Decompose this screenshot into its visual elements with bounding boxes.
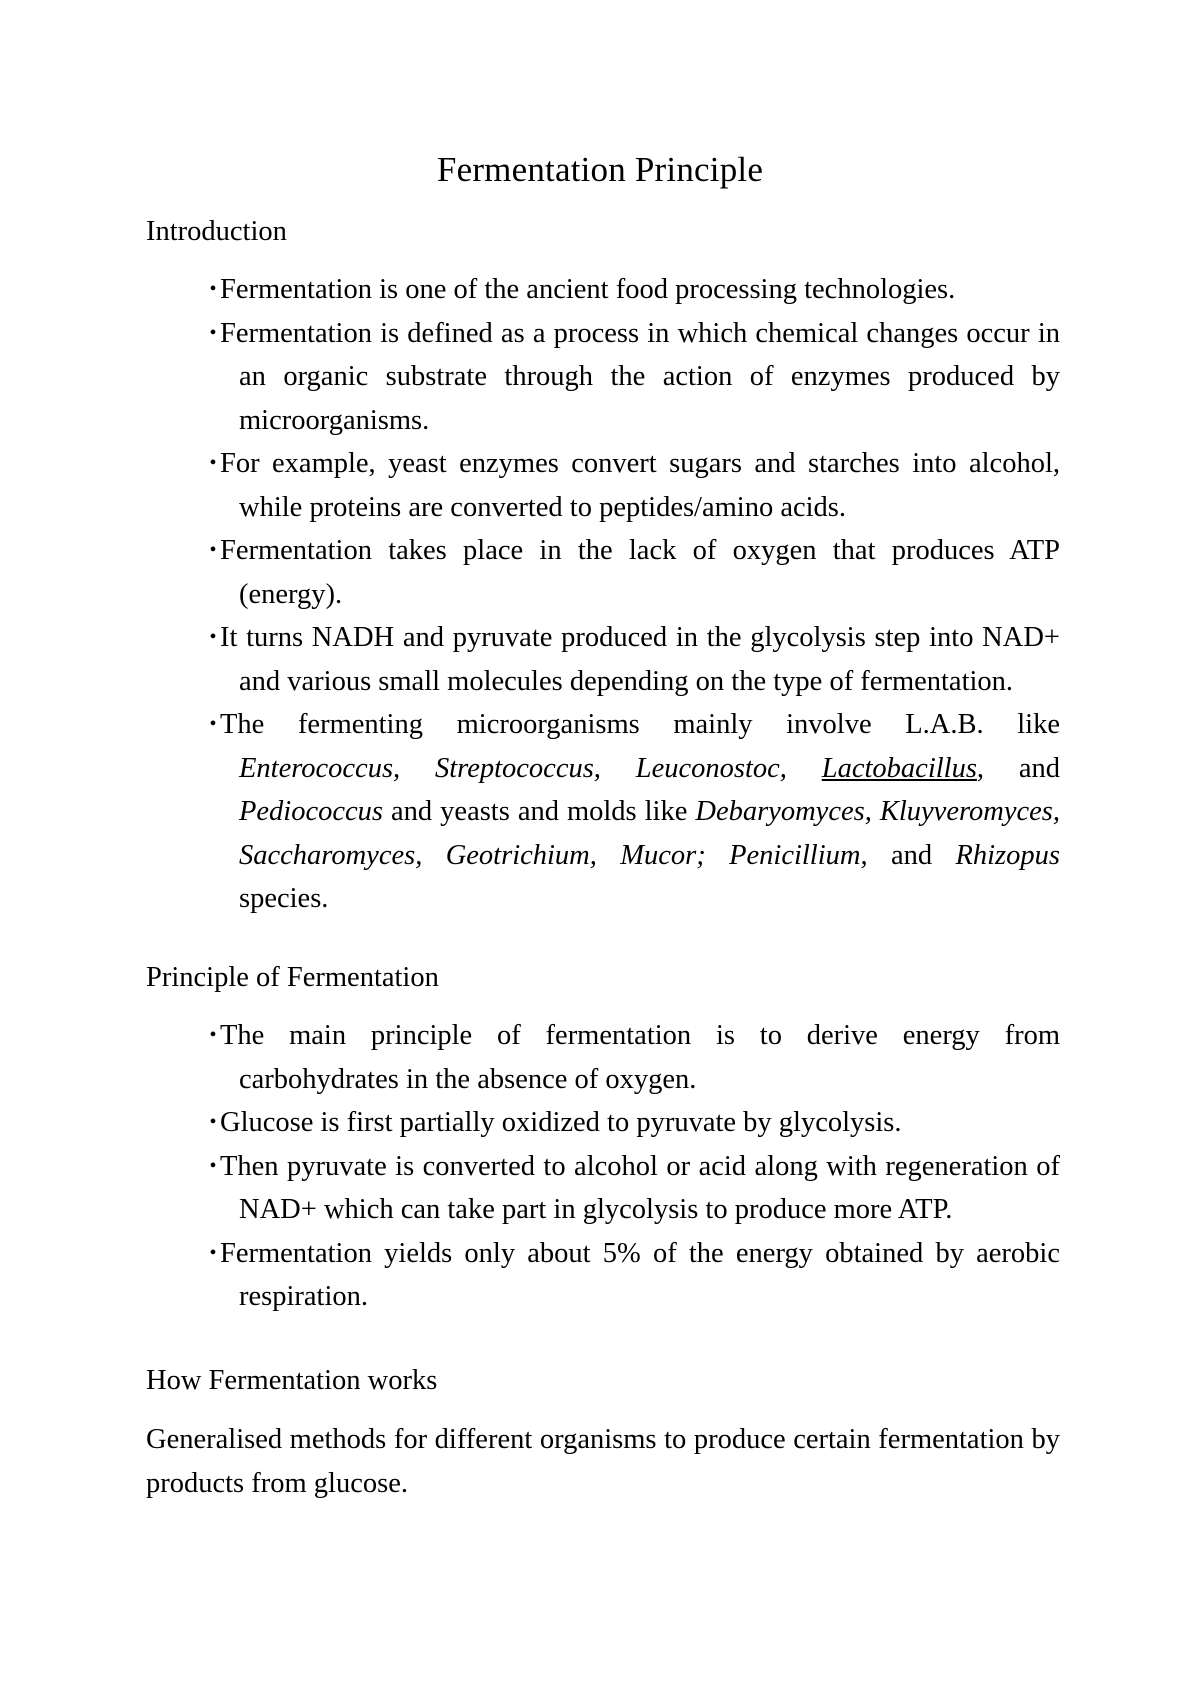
- bullet-icon: •: [209, 1024, 217, 1046]
- page-title: Fermentation Principle: [436, 150, 764, 189]
- list-item: [209, 1101, 1060, 1145]
- organism-name: Rhizopus: [955, 839, 1060, 871]
- list-item: [209, 1014, 1060, 1101]
- organisms-end-text: species.: [239, 883, 329, 914]
- list-item-text: Fermentation yields only about 5% of the energy obtained by aerobic respiration.: [220, 1237, 1060, 1312]
- principle-list: [0, 1014, 1200, 1319]
- list-item: [209, 529, 1060, 616]
- organism-name: Geotrichium,: [445, 839, 597, 871]
- bullet-icon: •: [209, 713, 217, 735]
- list-item: [209, 1145, 1060, 1232]
- organism-name: Pediococcus: [239, 796, 384, 827]
- list-item-text: The main principle of fermentation is to derive energy from carbohydrates in the absence of oxygen.: [220, 1020, 1060, 1095]
- organisms-mid-text: and yeasts and molds like: [391, 796, 688, 827]
- how-it-works-paragraph: Generalised methods for different organisms to produce certain fermentation by products from glucose.: [146, 1424, 1060, 1499]
- section-heading-principle: Principle of Fermentation: [146, 962, 439, 993]
- organism-name-underlined: Lactobacillus: [821, 752, 977, 784]
- organism-name: Saccharomyces,: [239, 839, 423, 871]
- bullet-icon: •: [209, 321, 217, 344]
- organism-name: Kluyveromyces,: [879, 796, 1061, 827]
- list-item-organisms: [209, 703, 1061, 921]
- list-item-text: Then pyruvate is converted to alcohol or acid along with regeneration of NAD+ which can take part in glycolysis to produce more ATP.: [220, 1150, 1060, 1225]
- comma-text: ,: [976, 752, 985, 784]
- list-item-text: Glucose is first partially oxidized to pyruvate by glycolysis.: [220, 1107, 902, 1138]
- organisms-intro: The fermenting microorganisms mainly involve L.A.B. like: [220, 709, 1060, 740]
- organism-name: Streptococcus,: [435, 752, 601, 784]
- organism-name: Debaryomyces,: [695, 796, 872, 827]
- list-item: [209, 268, 1060, 312]
- bullet-icon: •: [209, 452, 217, 474]
- list-item: [209, 1232, 1060, 1319]
- bullet-icon: •: [209, 1241, 217, 1264]
- organism-name: Mucor;: [620, 839, 706, 871]
- list-item: [209, 442, 1060, 529]
- section-heading-introduction: Introduction: [146, 216, 287, 247]
- section-heading-how-it-works: How Fermentation works: [146, 1365, 438, 1396]
- bullet-icon: •: [209, 626, 217, 648]
- bullet-icon: •: [209, 1154, 217, 1177]
- list-item-text: It turns NADH and pyruvate produced in the glycolysis step into NAD+ and various small molecules depending on the type of fermentation.: [220, 622, 1060, 697]
- list-item-text: Fermentation is one of the ancient food processing technologies.: [220, 274, 956, 305]
- and-text: and: [1018, 752, 1061, 784]
- introduction-list: [0, 268, 1200, 921]
- organism-name: Leuconostoc,: [635, 752, 787, 784]
- list-item-text: Fermentation takes place in the lack of oxygen that produces ATP (energy).: [220, 535, 1060, 610]
- bullet-icon: •: [209, 539, 217, 561]
- bullet-icon: •: [209, 278, 217, 300]
- list-item: [209, 312, 1060, 443]
- list-item-text: Fermentation is defined as a process in which chemical changes occur in an organic substrate through the action of enzymes produced by microorganisms.: [220, 317, 1060, 436]
- organism-name: Enterococcus,: [239, 752, 401, 784]
- list-item: [209, 616, 1060, 703]
- and-text: and: [890, 839, 933, 871]
- bullet-icon: •: [209, 1111, 217, 1133]
- organism-name: Penicillium,: [729, 839, 868, 871]
- list-item-text: For example, yeast enzymes convert sugars and starches into alcohol, while proteins are converted to peptides/amino acids.: [220, 448, 1060, 523]
